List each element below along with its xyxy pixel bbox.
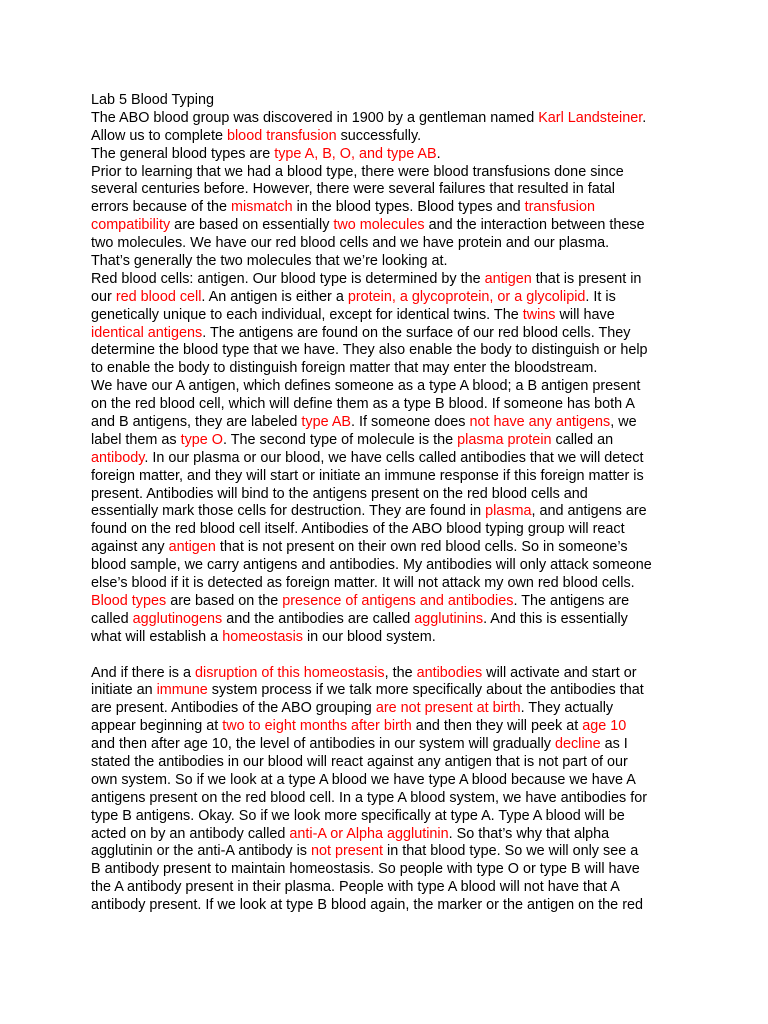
text-line [91, 396, 691, 414]
text-segment: genetically unique to each individual, except for identical twins. The [91, 306, 523, 323]
text-segment: and then after age 10, the level of antibodies in our system will gradually [91, 736, 555, 753]
text-segment: . The second type of molecule is the [223, 431, 458, 448]
text-segment: in that blood type. So we will only see a [383, 843, 639, 860]
text-segment: . If someone does [351, 414, 470, 431]
text-segment: stated the antibodies in our blood will react against any antigen that is not part of our [91, 753, 628, 770]
highlighted-term: homeostasis [222, 628, 303, 645]
document-body [91, 92, 691, 915]
highlighted-term: red blood cell [115, 288, 202, 305]
text-segment: , we [610, 414, 637, 431]
text-segment: Allow us to complete [91, 127, 227, 144]
highlighted-term: type AB [301, 414, 352, 431]
text-line [91, 665, 691, 683]
highlighted-term: Karl Landsteiner [538, 109, 643, 126]
highlighted-term: plasma [485, 503, 532, 520]
text-segment: , and antigens are [531, 503, 647, 520]
text-segment: initiate an [91, 682, 157, 699]
text-line [91, 450, 691, 468]
text-segment: system process if we talk more specifically about the antibodies that [207, 682, 644, 699]
text-segment: to enable the body to distinguish foreign matter that may enter the bloodstream. [91, 360, 598, 377]
text-segment: label them as [91, 431, 181, 448]
highlighted-term: compatibility [91, 217, 171, 234]
highlighted-term: Blood types [91, 592, 167, 609]
text-line [91, 539, 691, 557]
highlighted-term: not have any antigens [469, 414, 611, 431]
text-segment: . [436, 145, 441, 162]
text-segment: essentially mark those cells for destruction. They are found in [91, 503, 486, 520]
text-segment: Prior to learning that we had a blood type, there were blood transfusions done since [91, 163, 624, 180]
text-segment: called an [551, 431, 614, 448]
highlighted-term: agglutinins [414, 610, 484, 627]
text-segment: will activate and start or [482, 664, 637, 681]
text-line [91, 432, 691, 450]
text-line [91, 861, 691, 879]
text-segment: type B antigens. Okay. So if we look more specifically at type A. Type A blood will be [91, 807, 625, 824]
highlighted-term: immune [156, 682, 208, 699]
highlighted-term: two molecules [333, 217, 425, 234]
highlighted-term: are not present at birth [375, 700, 521, 717]
text-segment: blood sample, we carry antigens and antibodies. My antibodies will only attack someone [91, 557, 652, 574]
text-segment: against any [91, 539, 169, 556]
text-line [91, 360, 691, 378]
text-segment: . An antigen is either a [201, 288, 348, 305]
text-line [91, 307, 691, 325]
text-line [91, 146, 691, 164]
text-segment: in the blood types. Blood types and [292, 199, 525, 216]
text-segment: That’s generally the two molecules that we’re looking at. [91, 253, 448, 270]
text-segment: . So that’s why that alpha [448, 825, 610, 842]
highlighted-term: plasma protein [457, 431, 552, 448]
highlighted-term: antibodies [416, 664, 483, 681]
text-line [91, 110, 691, 128]
text-segment: are present. Antibodies of the ABO grouping [91, 700, 376, 717]
text-line [91, 271, 691, 289]
text-segment: antibody present. If we look at type B blood again, the marker or the antigen on the red [91, 897, 643, 914]
text-line [91, 593, 691, 611]
text-line [91, 289, 691, 307]
text-line [91, 754, 691, 772]
text-line [91, 342, 691, 360]
text-segment: Lab 5 Blood Typing [91, 92, 214, 108]
text-segment: and the antibodies are called [222, 610, 415, 627]
text-segment: appear beginning at [91, 718, 223, 735]
text-line [91, 611, 691, 629]
document-title [91, 92, 691, 110]
highlighted-term: twins [522, 306, 556, 323]
text-segment: . The antigens are [513, 592, 630, 609]
text-segment: antigens present on the red blood cell. In a type A blood system, we have antibodies for [91, 789, 647, 806]
text-segment: We have our A antigen, which defines someone as a type A blood; a B antigen present [91, 378, 641, 395]
text-segment: And if there is a [91, 664, 195, 681]
highlighted-term: antigen [168, 539, 216, 556]
highlighted-term: protein, a glycoprotein, or a glycolipid [347, 288, 586, 305]
text-line [91, 217, 691, 235]
text-segment: . [642, 109, 647, 126]
highlighted-term: antigen [484, 270, 532, 287]
text-segment: else’s blood if it is detected as foreign matter. It will not attack my own red blood cells. [91, 575, 635, 592]
text-segment: on the red blood cell, which will define them as a type B blood. If someone has both A [91, 396, 635, 413]
text-segment: that is not present on their own red blood cells. So in someone’s [215, 539, 628, 556]
text-line [91, 772, 691, 790]
text-line [91, 843, 691, 861]
highlighted-term: transfusion [524, 199, 595, 216]
text-segment: present. Antibodies will bind to the antigens present on the red blood cells and [91, 485, 588, 502]
text-segment: acted on by an antibody called [91, 825, 290, 842]
text-line [91, 325, 691, 343]
text-segment: that is present in [531, 270, 642, 287]
text-line [91, 808, 691, 826]
highlighted-term: antibody [91, 449, 145, 466]
text-line [91, 826, 691, 844]
text-segment: and then they will peek at [411, 718, 583, 735]
text-line [91, 128, 691, 146]
text-line [91, 503, 691, 521]
text-line [91, 486, 691, 504]
text-segment: errors because of the [91, 199, 231, 216]
text-line [91, 235, 691, 253]
text-segment: . It is [585, 288, 616, 305]
highlighted-term: presence of antigens and antibodies [282, 592, 514, 609]
text-segment: are based on essentially [170, 217, 334, 234]
text-segment: successfully. [336, 127, 422, 144]
text-line [91, 378, 691, 396]
text-segment: Red blood cells: antigen. Our blood type is determined by the [91, 270, 485, 287]
highlighted-term: identical antigens [91, 324, 203, 341]
text-segment: . The antigens are found on the surface of our red blood cells. They [202, 324, 631, 341]
text-segment: in our blood system. [302, 628, 436, 645]
text-line [91, 682, 691, 700]
highlighted-term: type O [180, 431, 223, 448]
text-segment: several centuries before. However, there were several failures that resulted in fatal [91, 181, 615, 198]
text-segment: B antibody present to maintain homeostasis. So people with type O or type B will have [91, 861, 640, 878]
text-segment: what will establish a [91, 628, 223, 645]
highlighted-term: blood transfusion [226, 127, 337, 144]
text-segment: as I [600, 736, 628, 753]
text-segment: foreign matter, and they will start or initiate an immune response if this foreign matter is [91, 467, 644, 484]
highlighted-term: type A, B, O, and type AB [274, 145, 437, 162]
text-line [91, 199, 691, 217]
text-segment: two molecules. We have our red blood cells and we have protein and our plasma. [91, 235, 610, 252]
text-segment: determine the blood type that we have. They also enable the body to distinguish or help [91, 342, 648, 359]
text-segment: , the [384, 664, 417, 681]
highlighted-term: not present [311, 843, 384, 860]
text-line [91, 736, 691, 754]
text-line [91, 718, 691, 736]
text-segment: agglutinin or the anti-A antibody is [91, 843, 311, 860]
text-segment: are based on the [166, 592, 283, 609]
text-line [91, 897, 691, 915]
text-segment: . And this is essentially [483, 610, 628, 627]
text-segment: . They actually [520, 700, 614, 717]
text-line [91, 629, 691, 647]
text-line [91, 879, 691, 897]
highlighted-term: two to eight months after birth [222, 718, 412, 735]
highlighted-term: disruption of this homeostasis [195, 664, 385, 681]
text-segment: and B antigens, they are labeled [91, 414, 302, 431]
text-line [91, 521, 691, 539]
text-segment: our [91, 288, 116, 305]
highlighted-term: agglutinogens [132, 610, 223, 627]
text-segment: own system. So if we look at a type A blood we have type A blood because we have A [91, 771, 636, 788]
highlighted-term: decline [554, 736, 601, 753]
highlighted-term: age 10 [582, 718, 627, 735]
text-line [91, 414, 691, 432]
blank-line [91, 647, 691, 665]
text-segment: The general blood types are [91, 145, 275, 162]
highlighted-term: anti-A or Alpha agglutinin [289, 825, 449, 842]
text-segment: The ABO blood group was discovered in 1900 by a gentleman named [91, 109, 539, 126]
text-segment: called [91, 610, 133, 627]
text-segment: the A antibody present in their plasma. People with type A blood will not have that A [91, 879, 620, 896]
highlighted-term: mismatch [231, 199, 293, 216]
text-line [91, 575, 691, 593]
text-segment: found on the red blood cell itself. Antibodies of the ABO blood typing group will react [91, 521, 625, 538]
text-line [91, 164, 691, 182]
text-line [91, 790, 691, 808]
text-segment: . In our plasma or our blood, we have cells called antibodies that we will detect [144, 449, 644, 466]
text-line [91, 253, 691, 271]
text-line [91, 557, 691, 575]
text-segment: will have [555, 306, 615, 323]
text-line [91, 700, 691, 718]
text-line [91, 468, 691, 486]
text-line [91, 181, 691, 199]
text-segment: and the interaction between these [424, 217, 645, 234]
